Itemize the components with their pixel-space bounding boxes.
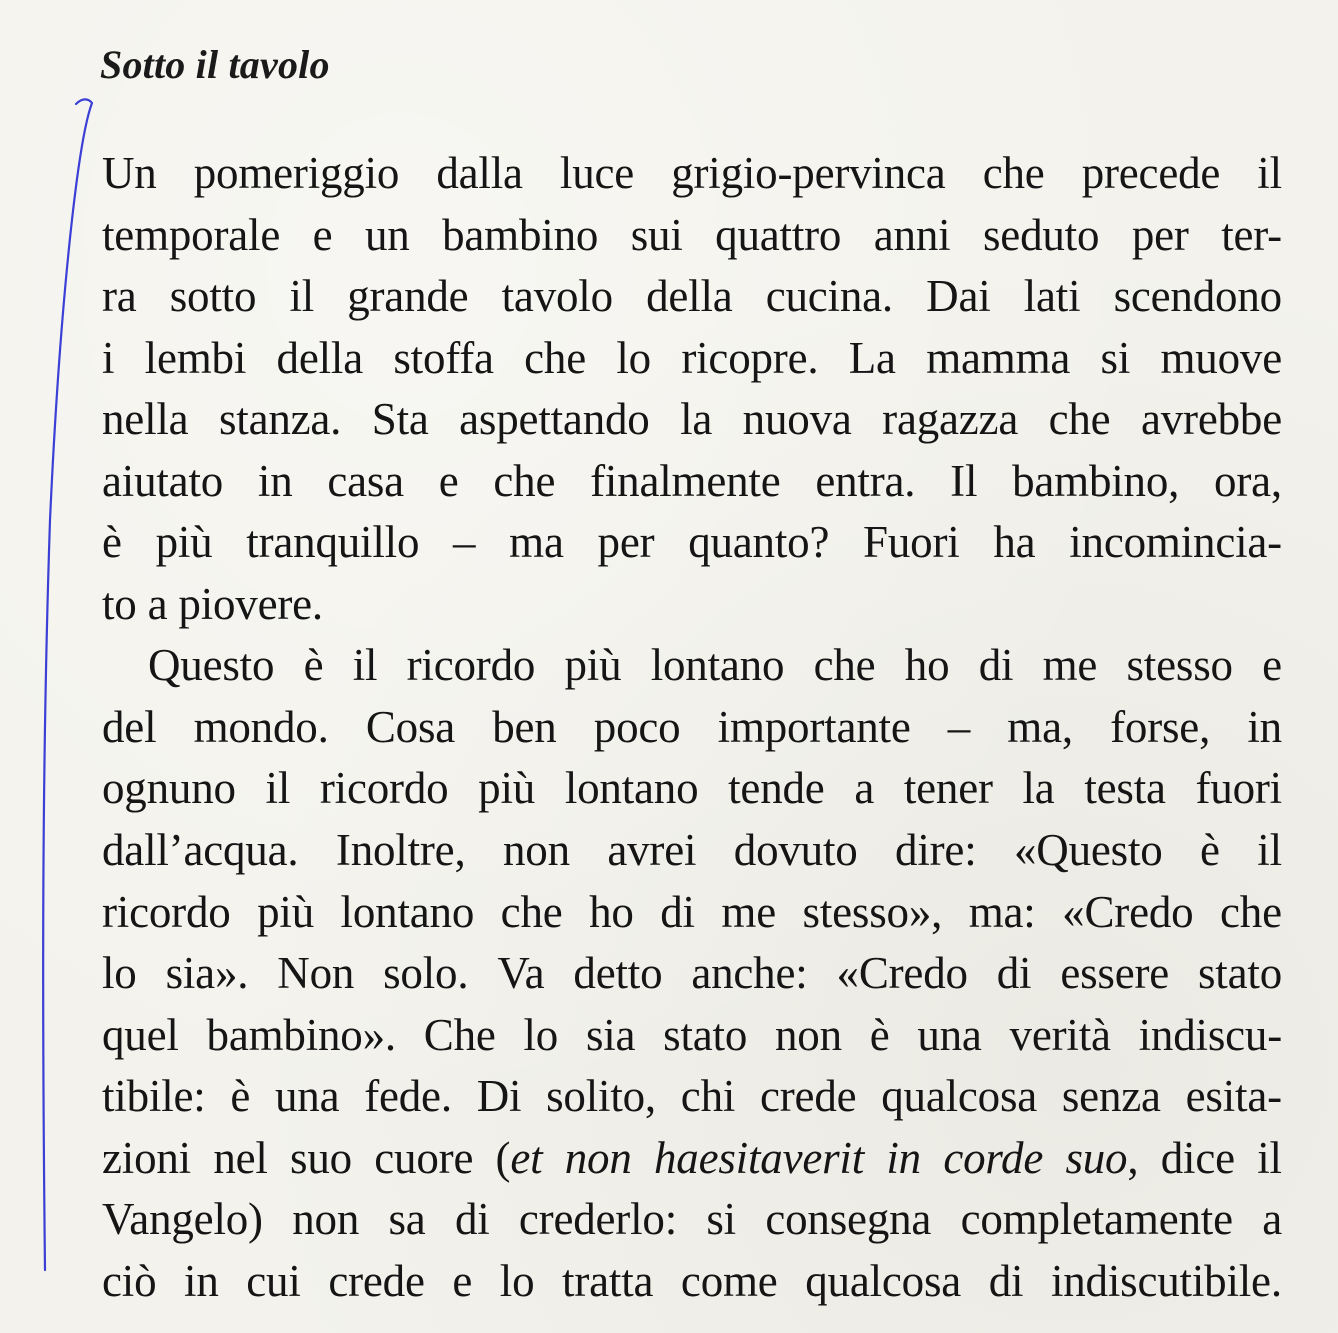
- word: completamente: [960, 1194, 1233, 1245]
- word: muove: [1160, 332, 1282, 383]
- word: Cosa: [365, 701, 456, 752]
- word: consegna: [765, 1194, 932, 1245]
- word: solito,: [546, 1071, 656, 1122]
- word: i: [102, 332, 115, 383]
- word: lembi: [144, 332, 247, 383]
- word: me: [721, 886, 776, 937]
- word: senza: [1061, 1071, 1161, 1122]
- word: della: [646, 271, 733, 322]
- word: bambino».: [206, 1009, 396, 1060]
- word: Questo: [148, 640, 275, 691]
- word: seduto: [983, 209, 1100, 260]
- word: una: [275, 1071, 340, 1122]
- word: il: [289, 271, 315, 322]
- word: sia: [585, 1009, 636, 1060]
- word: di: [454, 1194, 490, 1245]
- text-line: [102, 1128, 1282, 1190]
- word: luce: [559, 148, 635, 198]
- word: bambino,: [1012, 455, 1180, 506]
- text-line: [102, 205, 1282, 267]
- word: anche:: [691, 948, 808, 999]
- text-line: [102, 1066, 1282, 1128]
- word: stesso: [1126, 640, 1233, 691]
- word: tende: [728, 763, 825, 814]
- word: lo: [499, 1255, 535, 1306]
- word: aiutato: [102, 455, 224, 506]
- word: to: [102, 578, 137, 629]
- word: anni: [873, 209, 951, 260]
- word: «Credo: [1062, 886, 1194, 937]
- word: non: [292, 1194, 360, 1245]
- word: piovere.: [178, 578, 323, 629]
- text-line: [102, 1189, 1282, 1251]
- word: ben: [492, 701, 557, 752]
- word: a: [854, 763, 875, 814]
- word: a: [147, 578, 168, 629]
- word: lo: [616, 332, 651, 383]
- word: la: [680, 394, 713, 445]
- word: stato: [1198, 948, 1282, 999]
- word: stoffa: [393, 332, 494, 383]
- word: solo.: [383, 948, 469, 999]
- word: il: [1257, 1132, 1282, 1183]
- word: sa: [388, 1194, 426, 1245]
- word: (et: [495, 1132, 543, 1183]
- paragraph-1: [102, 143, 1282, 635]
- word: nella: [102, 394, 189, 445]
- word: fuori: [1195, 763, 1282, 814]
- word: più: [478, 763, 536, 814]
- word: ragazza: [882, 394, 1019, 445]
- word: stesso»,: [802, 886, 943, 937]
- word: ha: [993, 517, 1036, 568]
- word: per: [597, 517, 655, 568]
- word: lontano: [650, 640, 785, 691]
- text-line: [102, 635, 1282, 697]
- word: quattro: [715, 209, 842, 260]
- word: La: [848, 332, 896, 383]
- word: me: [1042, 640, 1098, 691]
- word: che: [1048, 394, 1111, 445]
- word: in: [1247, 701, 1282, 752]
- word: che: [813, 640, 876, 691]
- word: lontano: [564, 763, 699, 814]
- word: della: [276, 332, 363, 383]
- word: e: [452, 1255, 473, 1306]
- word: tibile:: [102, 1071, 206, 1122]
- word: lati: [1023, 271, 1081, 322]
- word: cuore: [374, 1132, 474, 1183]
- word: ciò: [102, 1255, 157, 1306]
- word: che: [493, 455, 556, 506]
- word: è: [1200, 825, 1220, 876]
- text-line: [102, 758, 1282, 820]
- word: ricopre.: [681, 332, 819, 383]
- word: stato: [663, 1009, 748, 1060]
- word: che: [524, 332, 586, 383]
- word: Il: [950, 455, 978, 506]
- word: il: [265, 763, 291, 814]
- word: dovuto: [733, 825, 858, 876]
- word: fede.: [364, 1071, 452, 1122]
- word: ricordo: [406, 640, 536, 691]
- word: quel: [102, 1009, 179, 1060]
- word: precede: [1081, 148, 1221, 198]
- word: suo: [290, 1132, 352, 1183]
- word: temporale: [102, 209, 281, 260]
- word: ho: [904, 640, 950, 691]
- word: non: [564, 1132, 632, 1183]
- word: Dai: [926, 271, 991, 322]
- text-line: [102, 143, 1282, 205]
- word: aspettando: [459, 394, 650, 445]
- word: per: [1131, 209, 1189, 260]
- word: avrei: [607, 825, 697, 876]
- word: crederlo:: [518, 1194, 678, 1245]
- word: forse,: [1110, 701, 1211, 752]
- word: grande: [347, 271, 469, 322]
- word: Sta: [371, 394, 429, 445]
- word: corde: [943, 1132, 1044, 1183]
- word: nuova: [742, 394, 852, 445]
- word: più: [257, 886, 314, 937]
- word: di: [978, 640, 1014, 691]
- word: ma: [509, 517, 564, 568]
- word: il: [1257, 148, 1282, 198]
- text-line: [102, 328, 1282, 390]
- word: Inoltre,: [335, 825, 466, 876]
- word: stanza.: [218, 394, 342, 445]
- word: di: [996, 948, 1032, 999]
- text-line: [102, 451, 1282, 513]
- word: tavolo: [501, 271, 613, 322]
- word: si: [706, 1194, 736, 1245]
- word: chi: [680, 1071, 736, 1122]
- word: lo: [523, 1009, 559, 1060]
- word: di: [988, 1255, 1024, 1306]
- word: qualcosa: [881, 1071, 1038, 1122]
- word: cui: [246, 1255, 301, 1306]
- word: a: [1262, 1194, 1282, 1245]
- word: ma:: [968, 886, 1036, 937]
- pen-stroke: [43, 99, 92, 1270]
- word: è: [869, 1009, 890, 1060]
- word: cucina.: [765, 271, 893, 322]
- word: «Questo: [1013, 825, 1163, 876]
- word: ricordo: [102, 886, 231, 937]
- word: di: [660, 886, 695, 937]
- word: zioni: [102, 1132, 191, 1183]
- word: dall’acqua.: [102, 825, 299, 876]
- word: entra.: [815, 455, 916, 506]
- word: più: [564, 640, 622, 691]
- word: indiscu-: [1138, 1009, 1282, 1060]
- word: ma,: [1007, 701, 1073, 752]
- word: «Credo: [836, 948, 968, 999]
- word: dire:: [895, 825, 977, 876]
- paragraph-2: [102, 635, 1282, 1312]
- text-line: [102, 574, 1282, 636]
- word: lo: [102, 948, 137, 999]
- word: il: [1257, 825, 1282, 876]
- word: ho: [589, 886, 634, 937]
- word: è: [102, 517, 122, 568]
- text-line: [102, 389, 1282, 451]
- word: mamma: [926, 332, 1071, 383]
- word: che: [982, 148, 1045, 198]
- word: che: [1220, 886, 1282, 937]
- word: dalla: [436, 148, 523, 198]
- word: tranquillo: [246, 517, 420, 568]
- word: quanto?: [688, 517, 830, 568]
- word: bambino: [442, 209, 599, 260]
- word: incomincia-: [1069, 517, 1282, 568]
- text-line: [102, 1005, 1282, 1067]
- word: Un: [102, 148, 157, 198]
- word: Che: [423, 1009, 496, 1060]
- word: –: [453, 517, 476, 568]
- word: sotto: [169, 271, 257, 322]
- word: Non: [277, 948, 355, 999]
- text-line: [102, 266, 1282, 328]
- word: –: [947, 701, 971, 752]
- word: non: [774, 1009, 842, 1060]
- word: ognuno: [102, 763, 236, 814]
- word: come: [680, 1255, 778, 1306]
- word: crede: [760, 1071, 857, 1122]
- word: detto: [573, 948, 663, 999]
- word: del: [102, 701, 157, 752]
- word: Fuori: [863, 517, 960, 568]
- word: crede: [328, 1255, 425, 1306]
- word: tratta: [562, 1255, 654, 1306]
- word: haesitaverit: [653, 1132, 865, 1183]
- word: e: [312, 209, 333, 260]
- word: sui: [630, 209, 683, 260]
- word: casa: [327, 455, 404, 506]
- word: importante: [717, 701, 911, 752]
- word: ra: [102, 271, 137, 322]
- word: che: [500, 886, 563, 937]
- word: la: [1022, 763, 1055, 814]
- word: suo,: [1065, 1132, 1139, 1183]
- word: scendono: [1113, 271, 1282, 322]
- word: lontano: [340, 886, 475, 937]
- body-text: [102, 143, 1282, 1312]
- text-line: [102, 697, 1282, 759]
- word: si: [1100, 332, 1131, 383]
- word: in: [257, 455, 293, 506]
- word: è: [230, 1071, 251, 1122]
- word: Di: [476, 1071, 522, 1122]
- word: poco: [593, 701, 681, 752]
- word: più: [155, 517, 213, 568]
- word: è: [303, 640, 324, 691]
- word: nel: [213, 1132, 268, 1183]
- word: dice: [1160, 1132, 1235, 1183]
- text-line: [102, 943, 1282, 1005]
- word: testa: [1084, 763, 1166, 814]
- text-line: [102, 1251, 1282, 1313]
- word: in: [184, 1255, 219, 1306]
- word: ter-: [1221, 209, 1282, 260]
- word: Va: [497, 948, 545, 999]
- word: e: [1262, 640, 1282, 691]
- text-line: [102, 820, 1282, 882]
- chapter-title: Sotto il tavolo: [100, 42, 330, 87]
- word: e: [438, 455, 459, 506]
- word: sia».: [165, 948, 249, 999]
- word: una: [917, 1009, 982, 1060]
- word: grigio-pervinca: [671, 148, 946, 198]
- word: non: [502, 825, 570, 876]
- word: in: [886, 1132, 921, 1183]
- word: Vangelo): [102, 1194, 263, 1245]
- word: pomeriggio: [193, 148, 400, 198]
- word: il: [352, 640, 378, 691]
- word: avrebbe: [1140, 394, 1282, 445]
- text-line: [102, 882, 1282, 944]
- word: ricordo: [319, 763, 449, 814]
- word: tener: [903, 763, 993, 814]
- word: ora,: [1214, 455, 1282, 506]
- word: indiscutibile.: [1050, 1255, 1282, 1306]
- word: mondo.: [193, 701, 329, 752]
- word: verità: [1009, 1009, 1111, 1060]
- word: qualcosa: [805, 1255, 962, 1306]
- word: finalmente: [590, 455, 781, 506]
- text-line: [102, 512, 1282, 574]
- word: esita-: [1185, 1071, 1282, 1122]
- word: essere: [1060, 948, 1170, 999]
- word: un: [364, 209, 410, 260]
